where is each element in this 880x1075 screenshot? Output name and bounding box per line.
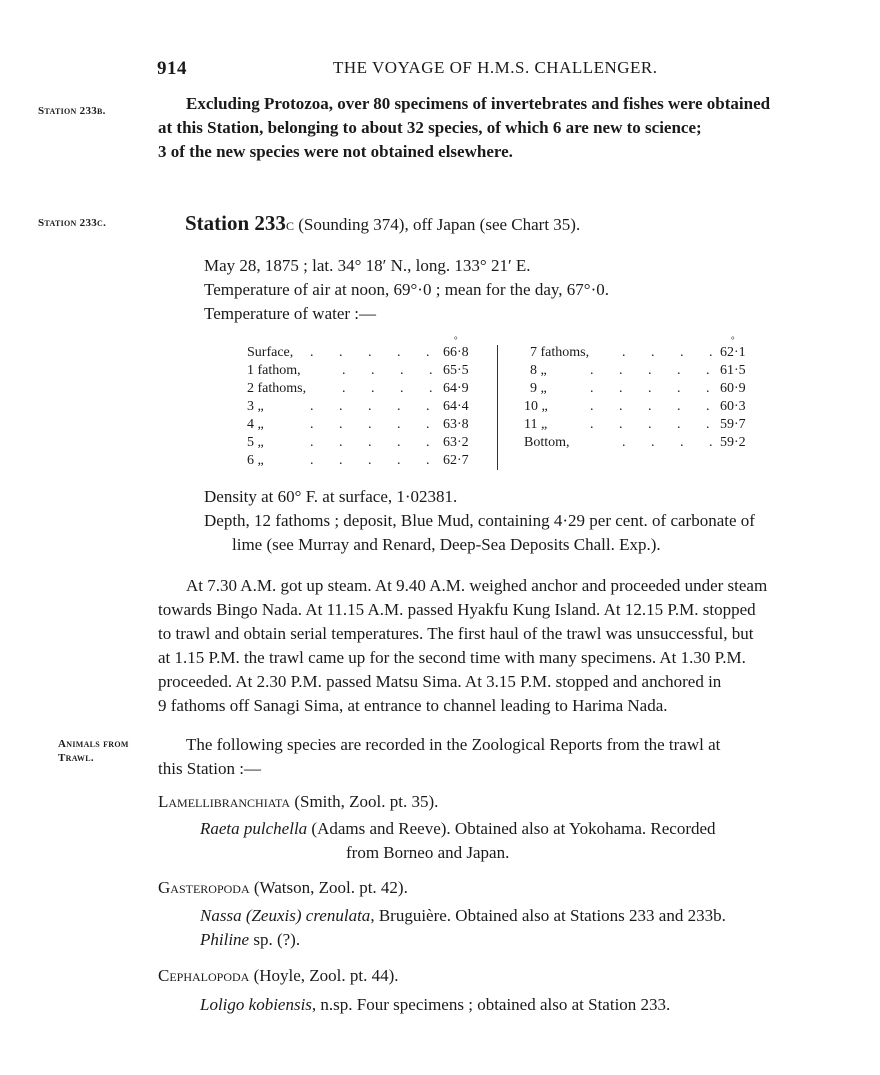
station-heading-rest: (Sounding 374), off Japan (see Chart 35).: [293, 215, 581, 234]
species-note: , n.sp. Four specimens ; obtained also at Station 233.: [311, 995, 671, 1014]
station-heading-number: Station 233: [185, 211, 286, 235]
group-name: Gasteropoda: [158, 878, 250, 897]
species-note: (Adams and Reeve). Obtained also at Yokohama. Recorded: [307, 819, 716, 838]
temp-right-value: 59·7: [720, 417, 746, 432]
temp-left-label: 3 „: [247, 399, 264, 414]
page-number: 914: [157, 58, 187, 79]
narrative-line-5: proceeded. At 2.30 P.M. passed Matsu Sima. At 3.15 P.M. stopped and anchored in: [158, 672, 722, 691]
temp-left-label: 5 „: [247, 435, 264, 450]
temp-right-label: Bottom,: [524, 435, 570, 450]
narrative-line-2: towards Bingo Nada. At 11.15 A.M. passed Hyakfu Kung Island. At 12.15 P.M. stopped: [158, 600, 756, 619]
species-raeta-pulchella: [200, 819, 716, 839]
table-column-divider: [497, 345, 498, 470]
para1-line3: 3 of the new species were not obtained elsewhere.: [158, 142, 513, 161]
group-reference: (Watson, Zool. pt. 42).: [249, 878, 408, 897]
temp-left-label: 4 „: [247, 417, 264, 432]
temp-left-value: 63·2: [443, 435, 469, 450]
depth-line-1: Depth, 12 fathoms ; deposit, Blue Mud, containing 4·29 per cent. of carbonate of: [204, 511, 755, 530]
group-name: Cephalopoda: [158, 966, 250, 985]
species-name: Nassa (Zeuxis) crenulata: [200, 906, 371, 925]
temp-right-label: 7 fathoms,: [530, 345, 590, 360]
group-reference: (Hoyle, Zool. pt. 44).: [249, 966, 399, 985]
leader-dots: . . . .: [342, 363, 444, 378]
temp-left-value: 62·7: [443, 453, 469, 468]
temp-right-label: 8 „: [530, 363, 547, 378]
leader-dots: . . . . .: [590, 417, 721, 432]
species-loligo-kobiensis: [200, 995, 670, 1015]
narrative-line-6: 9 fathoms off Sanagi Sima, at entrance to channel leading to Harima Nada.: [158, 696, 668, 715]
leader-dots: . . . .: [622, 345, 724, 360]
species-intro-line-2: this Station :—: [158, 759, 261, 778]
leader-dots: . . . .: [342, 381, 444, 396]
species-name: Loligo kobiensis: [200, 995, 312, 1014]
temp-right-value: 59·2: [720, 435, 746, 450]
margin-note-station-233c: Station 233c.: [38, 217, 107, 229]
leader-dots: . . . . .: [310, 435, 441, 450]
species-intro-line-1: The following species are recorded in the Zoological Reports from the trawl at: [186, 735, 721, 754]
narrative-line-4: at 1.15 P.M. the trawl came up for the second time with many specimens. At 1.30 P.M.: [158, 648, 746, 667]
temp-left-value: 64·4: [443, 399, 469, 414]
para1-line1: Excluding Protozoa, over 80 specimens of invertebrates and fishes were obtained: [186, 94, 771, 113]
para1-line2: at this Station, belonging to about 32 species, of which 6 are new to science;: [158, 118, 702, 137]
margin-note-animals: Animals from: [58, 738, 129, 750]
temp-right-value: 60·3: [720, 399, 746, 414]
running-title: THE VOYAGE OF H.M.S. CHALLENGER.: [333, 58, 658, 77]
species-name: Raeta pulchella: [200, 819, 308, 838]
temp-left-label: 1 fathom,: [247, 363, 301, 378]
temp-left-value: 64·9: [443, 381, 469, 396]
degree-mark-right: °: [731, 335, 735, 345]
station-heading: [185, 211, 580, 236]
leader-dots: . . . . .: [310, 345, 441, 360]
species-nassa-crenulata: [200, 906, 726, 926]
species-philine: [200, 930, 300, 950]
temp-right-value: 62·1: [720, 345, 746, 360]
density-line: Density at 60° F. at surface, 1·02381.: [204, 487, 458, 506]
leader-dots: . . . . .: [590, 381, 721, 396]
temp-right-label: 11 „: [524, 417, 548, 432]
temp-right-label: 10 „: [524, 399, 548, 414]
temp-left-value: 63·8: [443, 417, 469, 432]
leader-dots: . . . . .: [310, 453, 441, 468]
leader-dots: . . . . .: [310, 399, 441, 414]
species-note: , Bruguière. Obtained also at Stations 233 and 233b.: [370, 906, 726, 925]
temp-right-value: 60·9: [720, 381, 746, 396]
temp-left-value: 65·5: [443, 363, 469, 378]
leader-dots: . . . .: [622, 435, 724, 450]
group-lamellibranchiata: [158, 792, 438, 812]
leader-dots: . . . . .: [590, 399, 721, 414]
group-gasteropoda: [158, 878, 408, 898]
group-reference: (Smith, Zool. pt. 35).: [290, 792, 439, 811]
species-note: sp. (?).: [249, 930, 301, 949]
station-heading-suffix: c: [285, 215, 294, 234]
temp-left-value: 66·8: [443, 345, 469, 360]
leader-dots: . . . . .: [310, 417, 441, 432]
temp-right-value: 61·5: [720, 363, 746, 378]
air-temperature: Temperature of air at noon, 69°·0 ; mean for the day, 67°·0.: [204, 280, 609, 299]
species-note-continued: from Borneo and Japan.: [346, 843, 510, 862]
water-temperature-label: Temperature of water :—: [204, 304, 377, 323]
group-name: Lamellibranchiata: [158, 792, 291, 811]
depth-line-2: lime (see Murray and Renard, Deep-Sea Deposits Chall. Exp.).: [232, 535, 661, 554]
species-name: Philine: [200, 930, 250, 949]
narrative-line-3: to trawl and obtain serial temperatures. The first haul of the trawl was unsuccessful, but: [158, 624, 754, 643]
date-position: May 28, 1875 ; lat. 34° 18′ N., long. 133° 21′ E.: [204, 256, 531, 275]
margin-note-trawl: Trawl.: [58, 752, 94, 764]
temp-right-label: 9 „: [530, 381, 547, 396]
leader-dots: . . . . .: [590, 363, 721, 378]
group-cephalopoda: [158, 966, 399, 986]
temp-left-label: Surface,: [247, 345, 294, 360]
margin-note-station-233b: Station 233b.: [38, 105, 106, 117]
narrative-line-1: At 7.30 A.M. got up steam. At 9.40 A.M. weighed anchor and proceeded under steam: [186, 576, 768, 595]
degree-mark-left: °: [454, 335, 458, 345]
temp-left-label: 6 „: [247, 453, 264, 468]
temp-left-label: 2 fathoms,: [247, 381, 307, 396]
